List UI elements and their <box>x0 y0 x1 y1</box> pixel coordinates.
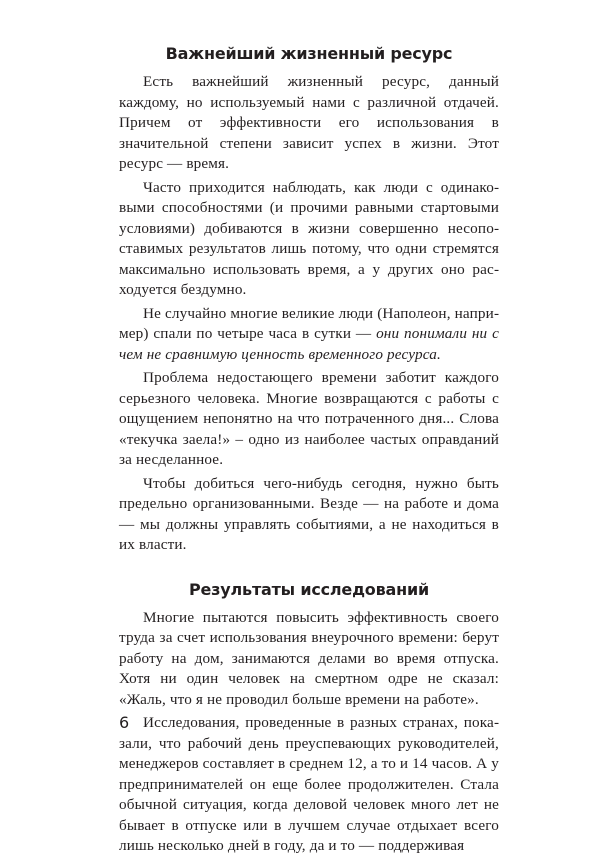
paragraph-3-regular: Не случайно многие великие люди (Наполеон, например) спали по четыре часа в сутки — <box>119 304 499 342</box>
paragraph-3-italic: они понимали ни с чем не сравнимую ценность временного ресурса. <box>119 325 499 363</box>
paragraph-7: Исследования, проведенные в разных странах, показали, что рабочий день преуспевающих руководителей, менеджеров составляет в среднем 12, а то и 14 часов. А у предпринимателей он еще более продолжителен. Стала обычной ситуация, когда деловой человек много лет не бывает в отпуске или в лучшем случае отдыхает всего лишь несколько дней в году, да и то — поддерживая <box>119 714 499 854</box>
section-title-life-resource: Важнейший жизненный ресурс <box>165 44 453 63</box>
section-title-research-results: Результаты исследований <box>189 579 429 599</box>
page-number: 6 <box>119 713 130 732</box>
paragraph-3 <box>119 304 499 366</box>
paragraph-5: Чтобы добиться чего-нибудь сегодня, нужно быть предельно организованными. Везде — на работе и дома — мы должны управлять событиями, а не находиться в их власти. <box>119 474 499 553</box>
book-page <box>119 32 499 857</box>
paragraph-6: Многие пытаются повысить эффективность своего труда за счет использования внеурочного времени: берут работу на дом, занимаются делами во время отпуска. Хотя ни один человек на смертном одре не сказал: «Жаль, что я не проводил больше времени на работе». <box>119 608 499 708</box>
paragraph-1: Есть важнейший жизненный ресурс, данный каждому, но используемый нами с различной отдачей. Причем от эффективности его использования в значительной степени зависит успех в жизни. Этот ресурс — время. <box>119 73 499 172</box>
paragraph-2: Часто приходится наблюдать, как люди с одинаковыми способностями (и прочими равными стартовыми условиями) добиваются в жизни совершенно несопоставимых результатов лишь потому, что одни стремятся максимально использовать время, а у других оно расходуется бездумно. <box>119 178 499 298</box>
paragraph-4: Проблема недостающего времени заботит каждого серьезного человека. Многие возвращаются с работы с ощущением непонятно на что потраченного дня... Слова «текучка заела!» – одно из наиболее частых оправданий за несделанное. <box>119 369 499 468</box>
